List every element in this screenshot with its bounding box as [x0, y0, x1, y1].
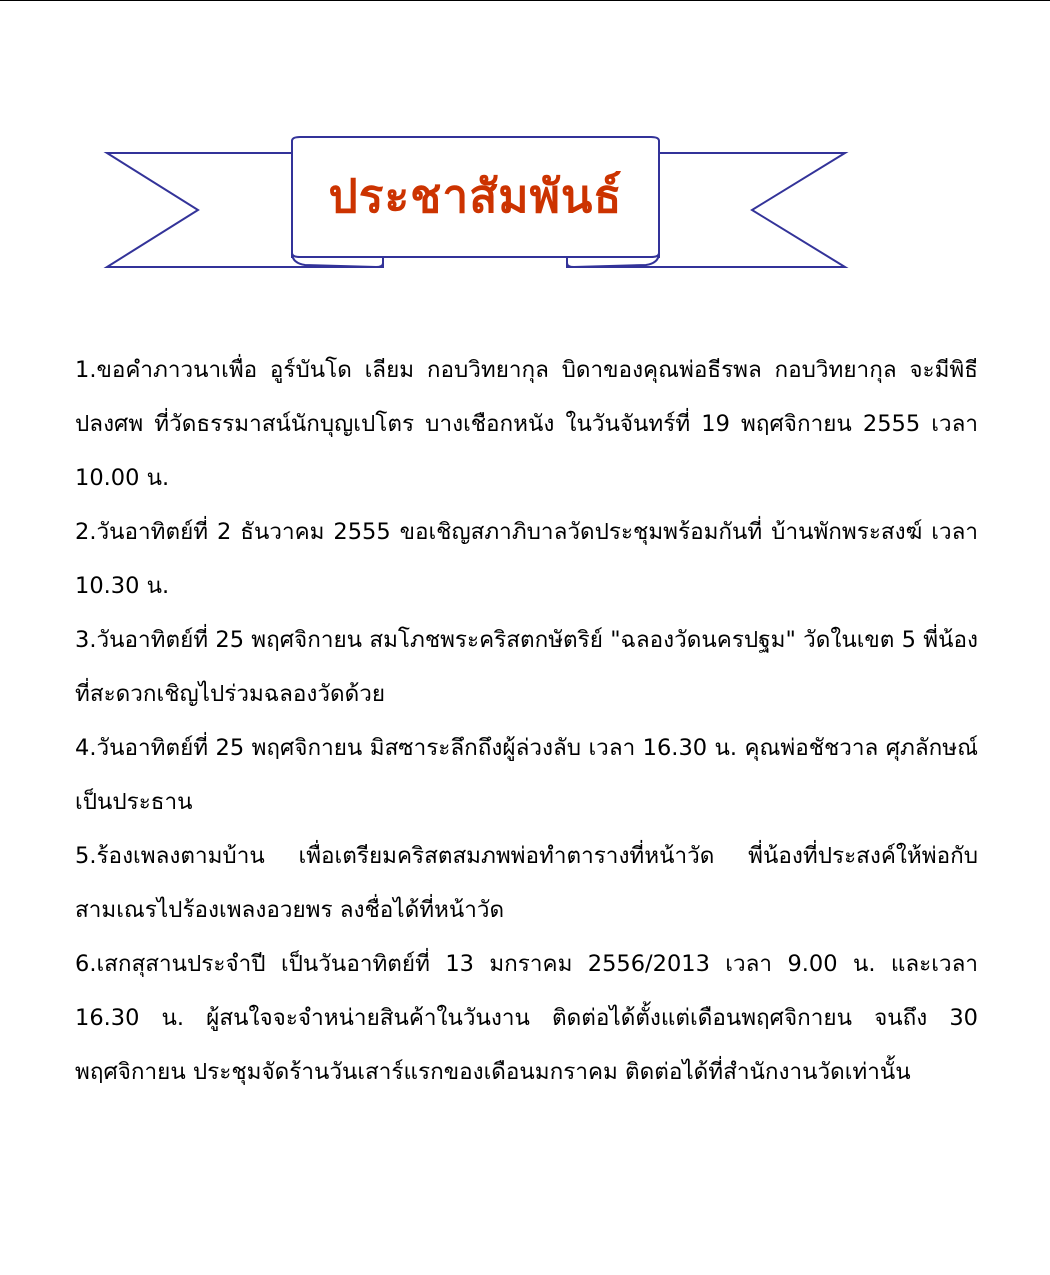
- ribbon-banner-graphic: [0, 1, 1050, 301]
- title-banner: [0, 1, 1050, 301]
- announcement-list: [75, 343, 978, 1099]
- announcement-item-5: 5.ร้องเพลงตามบ้าน เพื่อเตรียมคริสตสมภพพ่อทำตารางที่หน้าวัด พี่น้องที่ประสงค์ให้พ่อกับสามเณรไปร้องเพลงอวยพร ลงชื่อได้ที่หน้าวัด: [75, 843, 978, 923]
- announcement-item-6: 6.เสกสุสานประจำปี เป็นวันอาทิตย์ที่ 13 มกราคม 2556/2013 เวลา 9.00 น. และเวลา 16.30 น. ผู้สนใจจะจำหน่ายสินค้าในวันงาน ติดต่อได้ตั้งแต่เดือนพฤศจิกายน จนถึง 30 พฤศจิกายน ประชุมจัดร้านวันเสาร์แรกของเดือนมกราคม ติดต่อได้ที่สำนักงานวัดเท่านั้น: [75, 951, 978, 1085]
- page-title: ประชาสัมพันธ์: [328, 169, 623, 223]
- announcement-item-2: 2.วันอาทิตย์ที่ 2 ธันวาคม 2555 ขอเชิญสภาภิบาลวัดประชุมพร้อมกันที่ บ้านพักพระสงฆ์ เวลา 10.30 น.: [75, 519, 978, 599]
- announcement-item-1: 1.ขอคำภาวนาเพื่อ อูร์บันโด เลียม กอบวิทยากุล บิดาของคุณพ่อธีรพล กอบวิทยากุล จะมีพิธีปลงศพ ที่วัดธรรมาสน์นักบุญเปโตร บางเชือกหนัง ในวันจันทร์ที่ 19 พฤศจิกายน 2555 เวลา 10.00 น.: [75, 357, 978, 491]
- announcement-item-3: 3.วันอาทิตย์ที่ 25 พฤศจิกายน สมโภชพระคริสตกษัตริย์ "ฉลองวัดนครปฐม" วัดในเขต 5 พี่น้องที่สะดวกเชิญไปร่วมฉลองวัดด้วย: [75, 627, 978, 707]
- announcement-item-4: 4.วันอาทิตย์ที่ 25 พฤศจิกายน มิสซาระลึกถึงผู้ล่วงลับ เวลา 16.30 น. คุณพ่อชัชวาล ศุภลักษณ์ เป็นประธาน: [75, 735, 978, 815]
